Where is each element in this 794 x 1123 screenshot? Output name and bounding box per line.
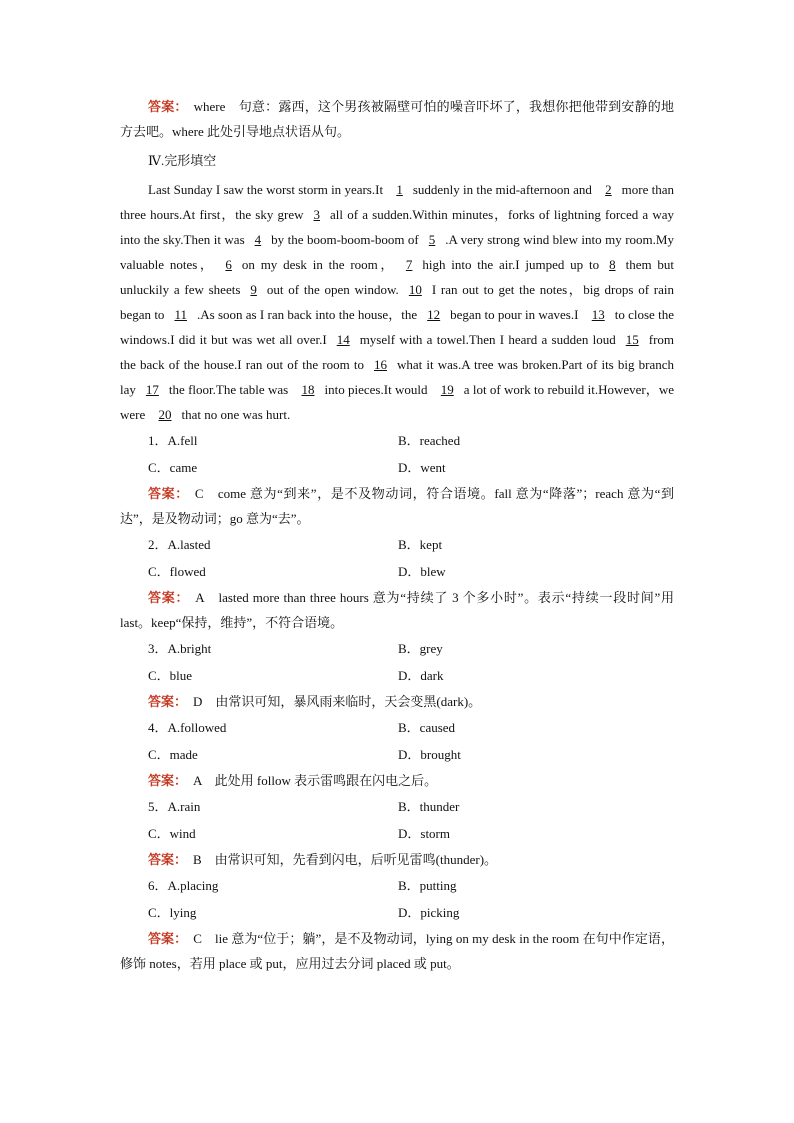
- option-row: [148, 741, 674, 768]
- passage-text: them but unluckily a few sheets: [120, 257, 674, 297]
- passage-text: myself with a towel.Then I heard a sudden loud: [359, 332, 616, 347]
- answer-text: A 此处用 follow 表示雷鸣跟在闪电之后。: [193, 773, 438, 788]
- passage-text: a lot of work to rebuild it.However，we were: [120, 382, 674, 422]
- option-b: B．reached: [398, 433, 461, 448]
- section-title: Ⅳ.完形填空: [148, 153, 217, 168]
- option-c: C．lying: [148, 905, 197, 920]
- option-row: [148, 872, 674, 899]
- option-c: C．wind: [148, 826, 196, 841]
- option-row: [148, 454, 674, 481]
- options: [120, 872, 674, 926]
- passage-text: to close the windows.I did it but was wet all over.I: [120, 307, 674, 347]
- answer-explanation: [120, 585, 674, 635]
- answer-label: 答案：: [148, 931, 188, 946]
- passage-text: high into the air.I jumped up to: [422, 257, 600, 272]
- passage-text: by the boom-boom-boom of: [271, 232, 419, 247]
- options: [120, 635, 674, 689]
- answer-text: A lasted more than three hours 意为“持续了 3 个多小时”。表示“持续一段时间”用 last。keep“保持，维持”，不符合语境。: [120, 590, 674, 630]
- option-a: 1．A.fell: [148, 433, 198, 448]
- intro-answer: [120, 94, 674, 144]
- option-c: C．flowed: [148, 564, 206, 579]
- answer-explanation: [120, 481, 674, 531]
- cloze-blank: 19: [440, 382, 454, 397]
- cloze-blank: 5: [428, 232, 436, 247]
- cloze-blank: 4: [254, 232, 262, 247]
- cloze-blank: 3: [313, 207, 321, 222]
- cloze-blank: 15: [625, 332, 639, 347]
- option-d: D．blew: [398, 564, 446, 579]
- answer-label: 答案：: [148, 590, 190, 605]
- passage-text: .A very strong wind blew into my room.My valuable notes，: [120, 232, 674, 272]
- option-a: 6．A.placing: [148, 878, 219, 893]
- cloze-blank: 6: [225, 257, 232, 272]
- option-d: D．storm: [398, 826, 451, 841]
- option-row: [148, 427, 674, 454]
- passage-text: out of the open window.: [266, 282, 399, 297]
- option-row: [148, 793, 674, 820]
- option-row: [148, 635, 674, 662]
- cloze-blank: 16: [373, 357, 387, 372]
- option-d: D．went: [398, 460, 446, 475]
- passage-text: all of a sudden.Within minutes，forks of lightning forced a way into the sky.Then it was: [120, 207, 674, 247]
- option-c: C．made: [148, 747, 198, 762]
- option-row: [148, 662, 674, 689]
- question-block: [120, 427, 674, 531]
- cloze-blank: 17: [145, 382, 159, 397]
- passage-text: into pieces.It would: [324, 382, 431, 397]
- answer-text: D 由常识可知，暴风雨来临时，天会变黑(dark)。: [193, 694, 482, 709]
- option-b: B．caused: [398, 720, 456, 735]
- answer-text: B 由常识可知，先看到闪电，后听见雷鸣(thunder)。: [193, 852, 498, 867]
- cloze-blank: 18: [301, 382, 315, 397]
- cloze-blank: 8: [609, 257, 616, 272]
- passage-text: on my desk in the room，: [241, 257, 396, 272]
- option-c: C．came: [148, 460, 198, 475]
- passage-text: what it was.A tree was broken.Part of its big branch lay: [120, 357, 675, 397]
- cloze-blank: 20: [158, 407, 172, 422]
- option-b: B．thunder: [398, 799, 460, 814]
- cloze-blank: 9: [250, 282, 257, 297]
- question-block: [120, 531, 674, 635]
- option-b: B．kept: [398, 537, 443, 552]
- answer-label: 答案：: [148, 694, 188, 709]
- question-block: [120, 872, 674, 976]
- option-row: [148, 531, 674, 558]
- option-a: 5．A.rain: [148, 799, 201, 814]
- cloze-blank: 12: [427, 307, 441, 322]
- question-block: [120, 635, 674, 714]
- cloze-blank: 1: [396, 182, 403, 197]
- passage-text: more than three hours.At first，the sky grew: [120, 182, 674, 222]
- cloze-blank: 14: [336, 332, 350, 347]
- answer-label: 答案：: [148, 773, 188, 788]
- option-a: 3．A.bright: [148, 641, 212, 656]
- answer-explanation: [120, 847, 674, 872]
- question-block: [120, 714, 674, 793]
- cloze-blank: 11: [174, 307, 187, 322]
- cloze-blank: 2: [605, 182, 612, 197]
- option-a: 4．A.followed: [148, 720, 227, 735]
- option-row: [148, 558, 674, 585]
- option-row: [148, 899, 674, 926]
- option-b: B．grey: [398, 641, 443, 656]
- question-block: [120, 793, 674, 872]
- answer-text: where 句意：露西，这个男孩被隔壁可怕的噪音吓坏了，我想你把他带到安静的地方去吧。where 此处引导地点状语从句。: [120, 99, 674, 139]
- option-row: [148, 714, 674, 741]
- passage-text: began to pour in waves.I: [450, 307, 582, 322]
- answer-explanation: [120, 768, 674, 793]
- options: [120, 531, 674, 585]
- option-d: D．brought: [398, 747, 461, 762]
- answer-label: 答案：: [148, 852, 188, 867]
- option-c: C．blue: [148, 668, 193, 683]
- answer-explanation: [120, 926, 674, 976]
- passage-text: that no one was hurt.: [181, 407, 291, 422]
- passage-text: Last Sunday I saw the worst storm in years.It: [148, 182, 387, 197]
- answer-label: 答案：: [148, 486, 189, 501]
- option-b: B．putting: [398, 878, 457, 893]
- option-a: 2．A.lasted: [148, 537, 211, 552]
- passage-text: I ran out to get the notes，big drops of rain began to: [120, 282, 674, 322]
- answer-text: C lie 意为“位于；躺”，是不及物动词，lying on my desk in the room 在句中作定语，修饰 notes，若用 place 或 put，应用过去分词 placed 或 put。: [120, 931, 674, 971]
- options: [120, 793, 674, 847]
- answer-text: C come 意为“到来”，是不及物动词，符合语境。fall 意为“降落”；reach 意为“到达”，是及物动词；go 意为“去”。: [120, 486, 674, 526]
- passage-text: suddenly in the mid-afternoon and: [412, 182, 596, 197]
- option-row: [148, 820, 674, 847]
- options: [120, 427, 674, 481]
- cloze-blank: 13: [591, 307, 605, 322]
- options: [120, 714, 674, 768]
- question-list: [120, 427, 674, 976]
- option-d: D．picking: [398, 905, 460, 920]
- answer-label: 答案：: [148, 99, 188, 114]
- option-d: D．dark: [398, 668, 444, 683]
- cloze-passage: [120, 177, 674, 427]
- document-page: [120, 94, 674, 976]
- passage-text: the floor.The table was: [168, 382, 292, 397]
- passage-text: from the back of the house.I ran out of the room to: [120, 332, 675, 372]
- cloze-blank: 7: [405, 257, 413, 272]
- cloze-blank: 10: [408, 282, 422, 297]
- passage-text: .As soon as I ran back into the house，the: [196, 307, 418, 322]
- answer-explanation: [120, 689, 674, 714]
